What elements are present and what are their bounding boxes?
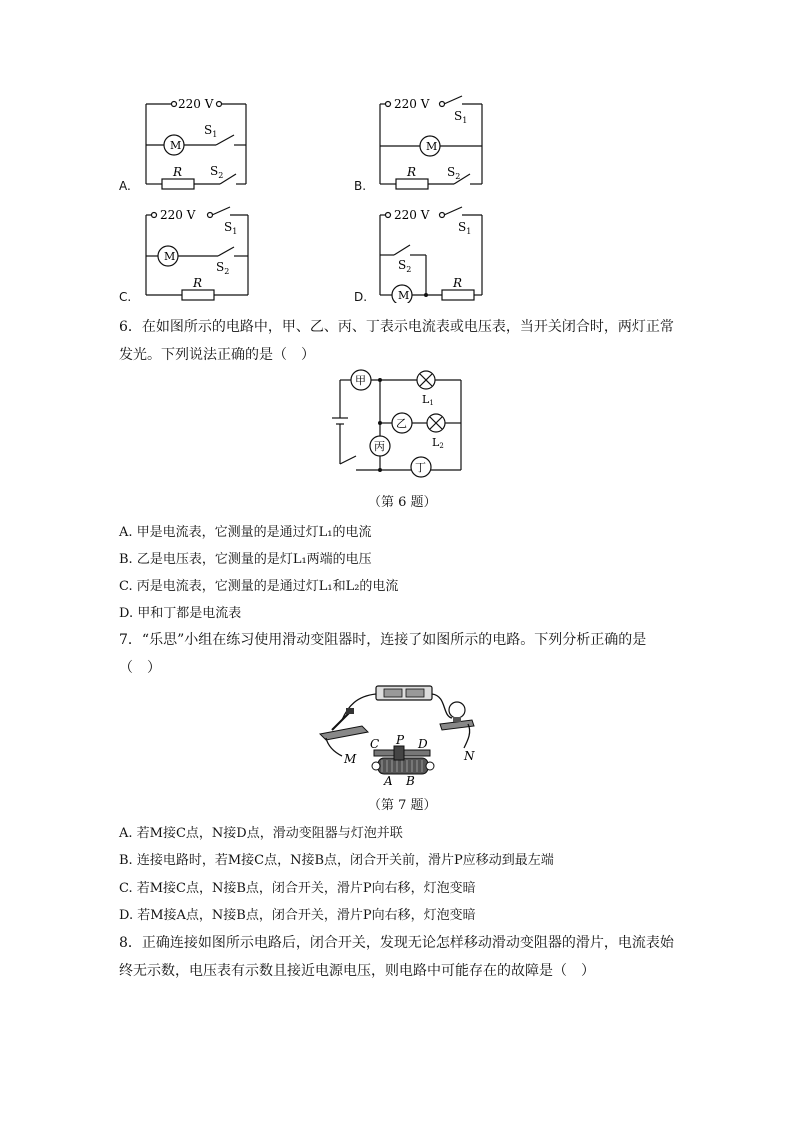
q7-option-c: C. 若M接C点，N接B点，闭合开关，滑片P向右移，灯泡变暗 bbox=[119, 881, 476, 896]
q6-option-d: D. 甲和丁都是电流表 bbox=[119, 606, 242, 621]
svg-text:S2: $S_2$ bbox=[210, 164, 224, 180]
q7-option-d: D. 若M接A点，N接B点，闭合开关，滑片P向右移，灯泡变暗 bbox=[119, 908, 476, 923]
motor-label: M bbox=[170, 139, 182, 152]
svg-text:M: M bbox=[426, 140, 438, 153]
q6-option-b: B. 乙是电压表，它测量的是灯L₁两端的电压 bbox=[119, 552, 372, 567]
svg-text:S1: $S_1$ bbox=[458, 220, 472, 236]
circuit-diagram-a bbox=[138, 92, 258, 192]
meter-yi-label: 乙 bbox=[396, 417, 407, 430]
svg-text:220 V: 220 V bbox=[394, 97, 430, 111]
q8-stem-line2: 终无示数，电压表有示数且接近电源电压，则电路中可能存在的故障是（ ） bbox=[119, 963, 595, 979]
terminal-a-label: A bbox=[384, 774, 393, 788]
q6-stem-line2: 发光。下列说法正确的是（ ） bbox=[119, 347, 315, 363]
terminal-c-label: C bbox=[370, 737, 380, 751]
q6-caption: （第 6 题） bbox=[368, 495, 437, 510]
q6-option-c: C. 丙是电流表，它测量的是通过灯L₁和L₂的电流 bbox=[119, 579, 399, 594]
option-b-letter: B. bbox=[354, 179, 367, 193]
option-a-letter: A. bbox=[119, 179, 131, 193]
lamp1-label: L1 bbox=[422, 393, 434, 407]
terminal-d-label: D bbox=[418, 737, 428, 751]
resistor-label: R bbox=[173, 165, 183, 179]
q7-option-b: B. 连接电路时，若M接C点，N接B点，闭合开关前，滑片P应移动到最左端 bbox=[119, 853, 554, 868]
circuit-diagram-d bbox=[372, 203, 492, 303]
svg-text:R: R bbox=[407, 165, 417, 179]
q7-caption: （第 7 题） bbox=[368, 798, 437, 813]
svg-text:S2: $S_2$ bbox=[398, 258, 412, 274]
q6-option-a: A. 甲是电流表，它测量的是通过灯L₁的电流 bbox=[119, 525, 372, 540]
voltage-label: 220 V bbox=[178, 97, 214, 111]
q7-option-a: A. 若M接C点，N接D点，滑动变阻器与灯泡并联 bbox=[119, 826, 403, 841]
q6-circuit-figure bbox=[326, 366, 468, 478]
meter-bing-label: 丙 bbox=[374, 440, 385, 453]
terminal-b-label: B bbox=[406, 774, 415, 788]
svg-text:R: R bbox=[453, 276, 463, 290]
circuit-diagram-c bbox=[138, 203, 258, 303]
svg-text:220 V: 220 V bbox=[394, 208, 430, 222]
option-d-letter: D. bbox=[354, 290, 368, 304]
wire-end-m-label: M bbox=[344, 752, 357, 766]
meter-ding-label: 丁 bbox=[415, 461, 426, 474]
slider-p-label: P bbox=[396, 733, 405, 747]
svg-text:M: M bbox=[398, 289, 410, 302]
q7-stem-line1: 7．“乐思”小组在练习使用滑动变阻器时，连接了如图所示的电路。下列分析正确的是 bbox=[119, 632, 647, 648]
svg-text:S2: $S_2$ bbox=[447, 165, 461, 181]
svg-text:M: M bbox=[164, 250, 176, 263]
svg-text:R: R bbox=[193, 276, 203, 290]
meter-jia-label: 甲 bbox=[355, 374, 366, 387]
circuit-diagram-b bbox=[372, 92, 492, 192]
lamp2-label: L2 bbox=[432, 436, 444, 450]
svg-text:S2: $S_2$ bbox=[216, 260, 230, 276]
svg-text:S1: $S_1$ bbox=[454, 109, 468, 125]
q7-apparatus-figure bbox=[312, 676, 487, 788]
q6-stem-line1: 6．在如图所示的电路中，甲、乙、丙、丁表示电流表或电压表，当开关闭合时，两灯正常 bbox=[119, 319, 674, 335]
wire-end-n-label: N bbox=[464, 749, 475, 763]
svg-text:S1: $S_1$ bbox=[204, 123, 218, 139]
q7-stem-line2: （ ） bbox=[119, 660, 161, 676]
svg-text:S1: $S_1$ bbox=[224, 220, 238, 236]
q8-stem-line1: 8．正确连接如图所示电路后，闭合开关，发现无论怎样移动滑动变阻器的滑片，电流表始 bbox=[119, 935, 674, 951]
option-c-letter: C. bbox=[119, 290, 132, 304]
svg-text:220 V: 220 V bbox=[160, 208, 196, 222]
